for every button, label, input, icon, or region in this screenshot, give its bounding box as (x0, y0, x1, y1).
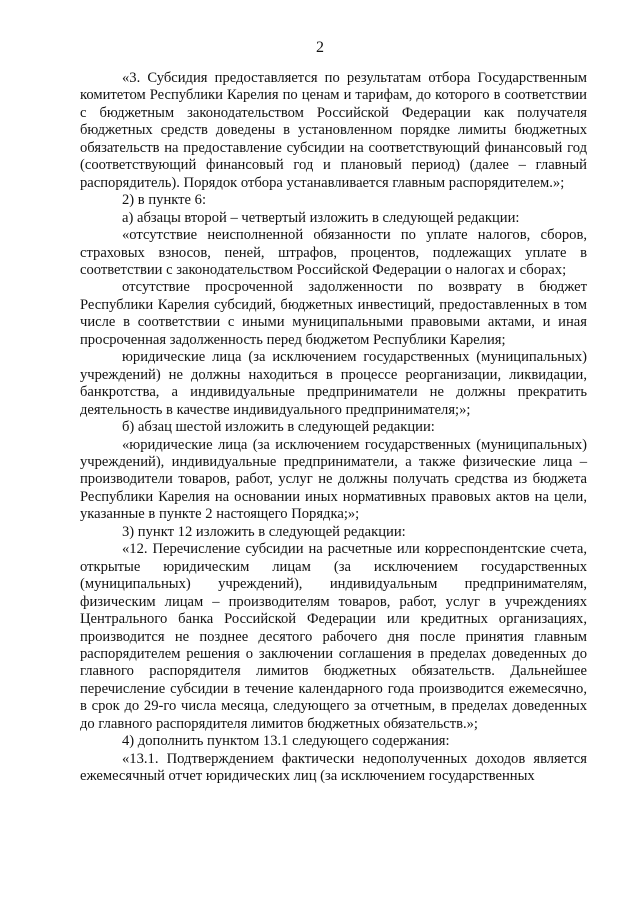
paragraph-item-3-header: 3) пункт 12 изложить в следующей редакции: (122, 523, 406, 540)
paragraph-no-reorganization: юридические лица (за исключением государственных (муниципальных) учреждений) не должны находиться в процессе реорганизации, ликвидации, банкротства, а индивидуальные предприниматели не должны прекратить деятельность в качестве индивидуального предпринимателя;»; (80, 349, 587, 418)
paragraph-point-12-transfer: «12. Перечисление субсидии на расчетные или корреспондентские счета, открытые юридическим лицам (за исключением государственных (муниципальных) учреждений), индивидуальным предпринимателям, физическим лицам – производителям товаров, работ, услуг в учреждениях Центрального банка Российской Федерации или кредитных организациях, производится не позднее десятого рабочего дня после принятия главным распорядителем решения о заключении соглашения в пределах доведенных до главного распорядителя лимитов бюджетных обязательств. Дальнейшее перечисление субсидии в течение календарного года производится ежемесячно, в срок до 29-го числа месяца, следующего за отчетным, в пределах доведенных до главного распорядителя лимитов бюджетных обязательств.»; (80, 541, 587, 732)
paragraph-no-overdue-debt: отсутствие просроченной задолженности по возврату в бюджет Республики Карелия субсидий, бюджетных инвестиций, предоставленных в том числе в соответствии с иными муниципальными правовыми актами, и иная просроченная задолженность перед бюджетом Республики Карелия; (80, 279, 587, 348)
paragraph-no-other-funds: «юридические лица (за исключением государственных (муниципальных) учреждений), индивидуальные предприниматели, а также физические лица – производители товаров, работ, услуг не должны получать средства из бюджета Республики Карелия на основании иных нормативных правовых актов на цели, указанные в пункте 2 настоящего Порядка;»; (80, 436, 587, 523)
paragraph-subitem-b: б) абзац шестой изложить в следующей редакции: (122, 419, 435, 436)
paragraph-item-2-header: 2) в пункте 6: (122, 192, 207, 209)
paragraph-item-4-header: 4) дополнить пунктом 13.1 следующего содержания: (122, 733, 450, 750)
page-number: 2 (316, 39, 324, 56)
paragraph-no-tax-debt: «отсутствие неисполненной обязанности по уплате налогов, сборов, страховых взносов, пеней, штрафов, процентов, подлежащих уплате в соответствии с законодательством Российской Федерации о налогах и сборах; (80, 227, 587, 278)
paragraph-point-3-subsidy-selection: «3. Субсидия предоставляется по результатам отбора Государственным комитетом Республики Карелия по ценам и тарифам, до которого в соответствии с бюджетным законодательством Российской Федерации как получателя бюджетных средств доведены в установленном порядке лимиты бюджетных обязательств на предоставление субсидии на соответствующий финансовый год (соответствующий финансовый год и плановый период) (далее – главный распорядитель). Порядок отбора устанавливается главным распорядителем.»; (80, 70, 587, 191)
paragraph-point-13-1: «13.1. Подтверждением фактически недополученных доходов является ежемесячный отчет юридических лиц (за исключением государственных (80, 750, 587, 785)
paragraph-subitem-a: а) абзацы второй – четвертый изложить в следующей редакции: (122, 209, 520, 226)
document-body (80, 70, 587, 786)
